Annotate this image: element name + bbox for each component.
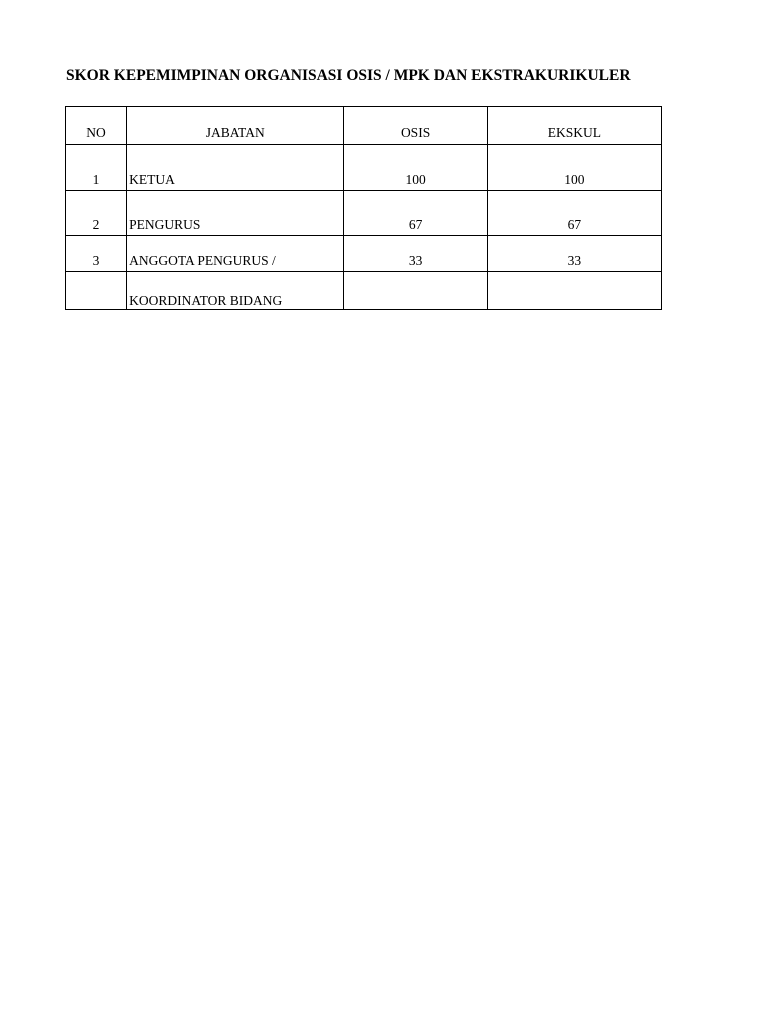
cell-ekskul: 33: [487, 236, 661, 272]
cell-no: 1: [66, 145, 127, 191]
score-table: [65, 106, 662, 310]
cell-no: 2: [66, 191, 127, 236]
header-ekskul: EKSKUL: [487, 107, 661, 145]
cell-osis: 67: [344, 191, 487, 236]
cell-osis: 33: [344, 236, 487, 272]
cell-osis: [344, 272, 487, 310]
page-title: SKOR KEPEMIMPINAN ORGANISASI OSIS / MPK DAN EKSTRAKURIKULER: [66, 67, 631, 84]
cell-ekskul: [487, 272, 661, 310]
header-osis: OSIS: [344, 107, 487, 145]
table-row: [66, 236, 662, 272]
header-no: NO: [66, 107, 127, 145]
table-header-row: [66, 107, 662, 145]
cell-no: 3: [66, 236, 127, 272]
cell-jabatan: KOORDINATOR BIDANG: [127, 272, 344, 310]
cell-osis: 100: [344, 145, 487, 191]
table-row: [66, 191, 662, 236]
cell-no: [66, 272, 127, 310]
header-jabatan: JABATAN: [127, 107, 344, 145]
cell-jabatan: KETUA: [127, 145, 344, 191]
cell-ekskul: 100: [487, 145, 661, 191]
cell-jabatan: PENGURUS: [127, 191, 344, 236]
table-row: [66, 272, 662, 310]
table-row: [66, 145, 662, 191]
cell-jabatan: ANGGOTA PENGURUS /: [127, 236, 344, 272]
cell-ekskul: 67: [487, 191, 661, 236]
